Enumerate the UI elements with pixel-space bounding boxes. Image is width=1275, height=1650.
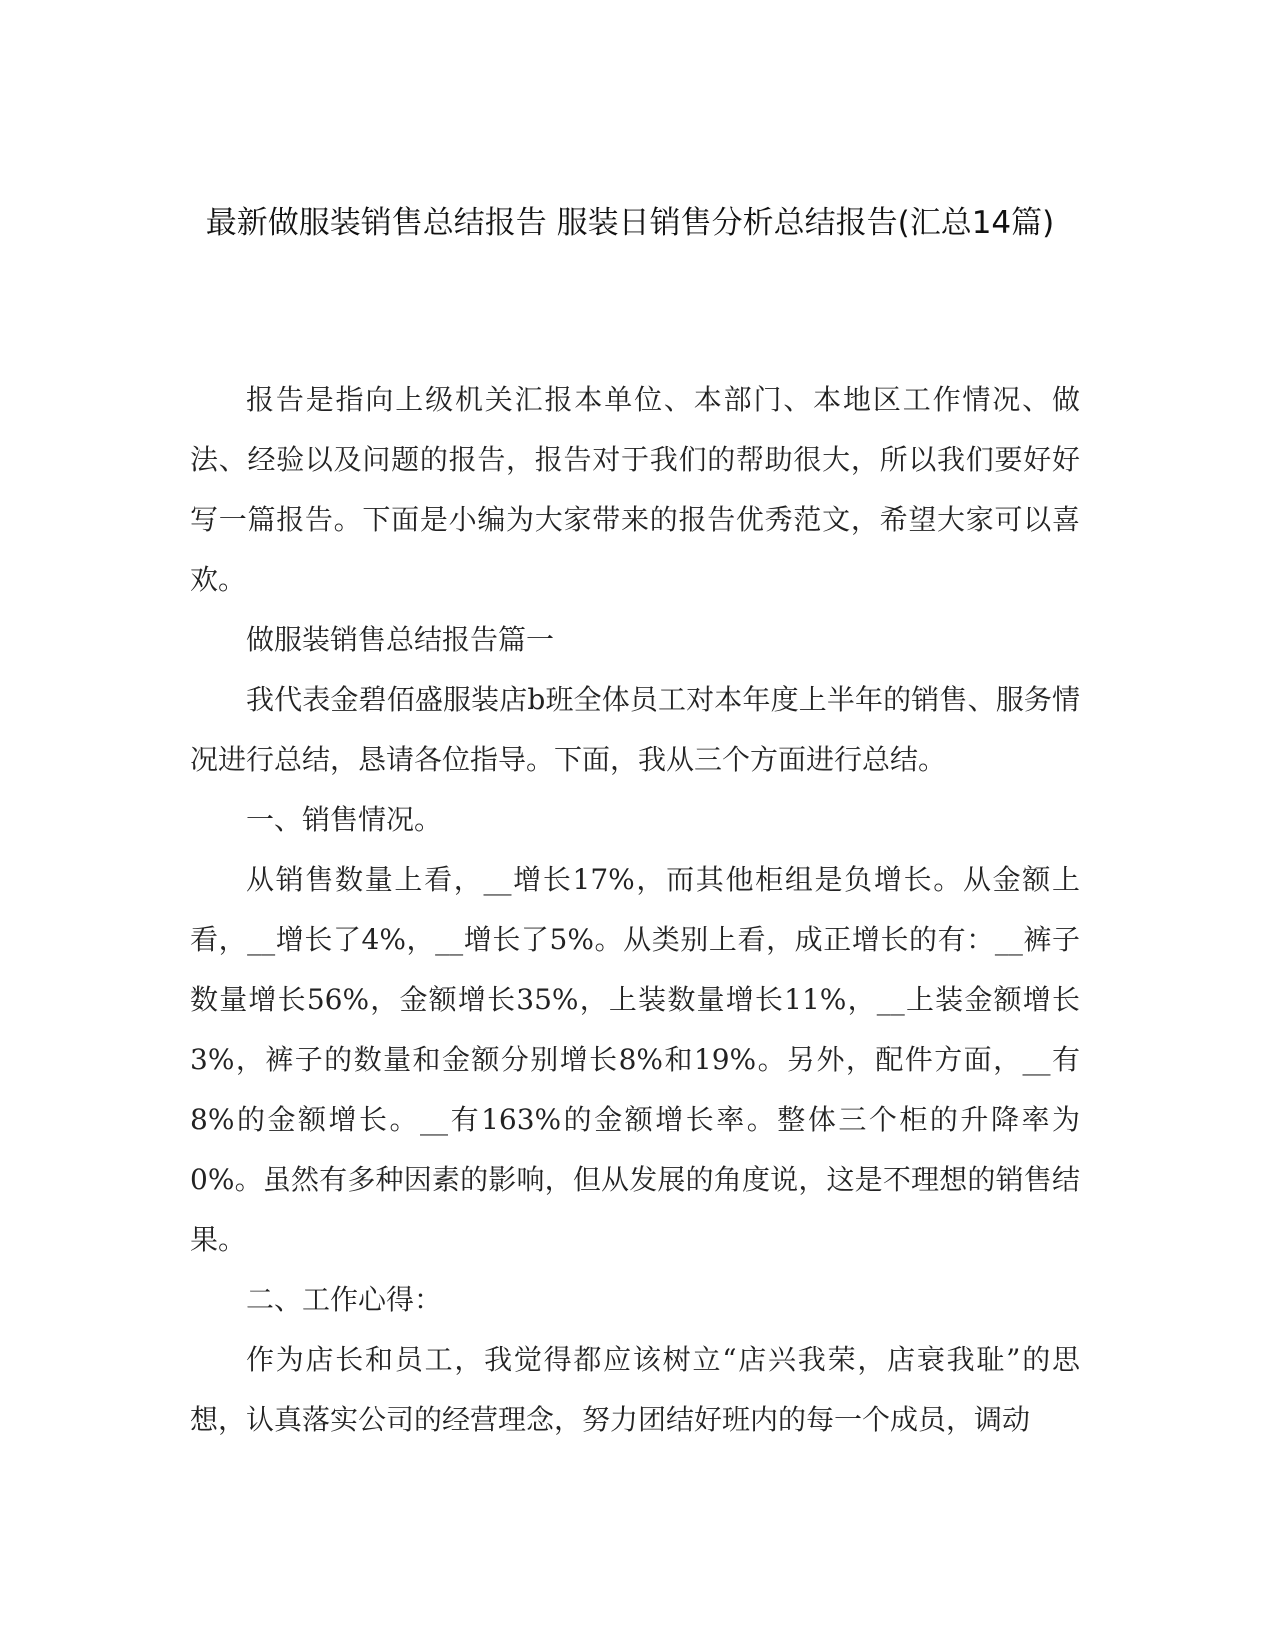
document-body <box>190 370 1080 1450</box>
section-heading-experience: 二、工作心得： <box>246 1283 443 1316</box>
document-title: 最新做服装销售总结报告 服装日销售分析总结报告(汇总14篇) <box>205 205 1055 241</box>
paragraph-opening: 我代表金碧佰盛服装店b班全体员工对本年度上半年的销售、服务情况进行总结，恳请各位指导。下面，我从三个方面进行总结。 <box>190 683 1080 776</box>
section-heading-sales: 一、销售情况。 <box>246 803 443 836</box>
paragraph-intro: 报告是指向上级机关汇报本单位、本部门、本地区工作情况、做法、经验以及问题的报告，报告对于我们的帮助很大，所以我们要好好写一篇报告。下面是小编为大家带来的报告优秀范文，希望大家可以喜欢。 <box>190 383 1080 596</box>
paragraph-experience: 作为店长和员工，我觉得都应该树立“店兴我荣，店衰我耻”的思想，认真落实公司的经营理念，努力团结好班内的每一个成员，调动 <box>190 1343 1080 1436</box>
paragraph-sales-figures: 从销售数量上看，__增长17%，而其他柜组是负增长。从金额上看，__增长了4%，__增长了5%。从类别上看，成正增长的有：__裤子数量增长56%，金额增长35%，上装数量增长11%，__上装金额增长3%，裤子的数量和金额分别增长8%和19%。另外，配件方面，__有8%的金额增长。__有163%的金额增长率。整体三个柜的升降率为0%。虽然有多种因素的影响，但从发展的角度说，这是不理想的销售结果。 <box>190 863 1080 1256</box>
section-heading-part-one: 做服装销售总结报告篇一 <box>246 623 555 656</box>
